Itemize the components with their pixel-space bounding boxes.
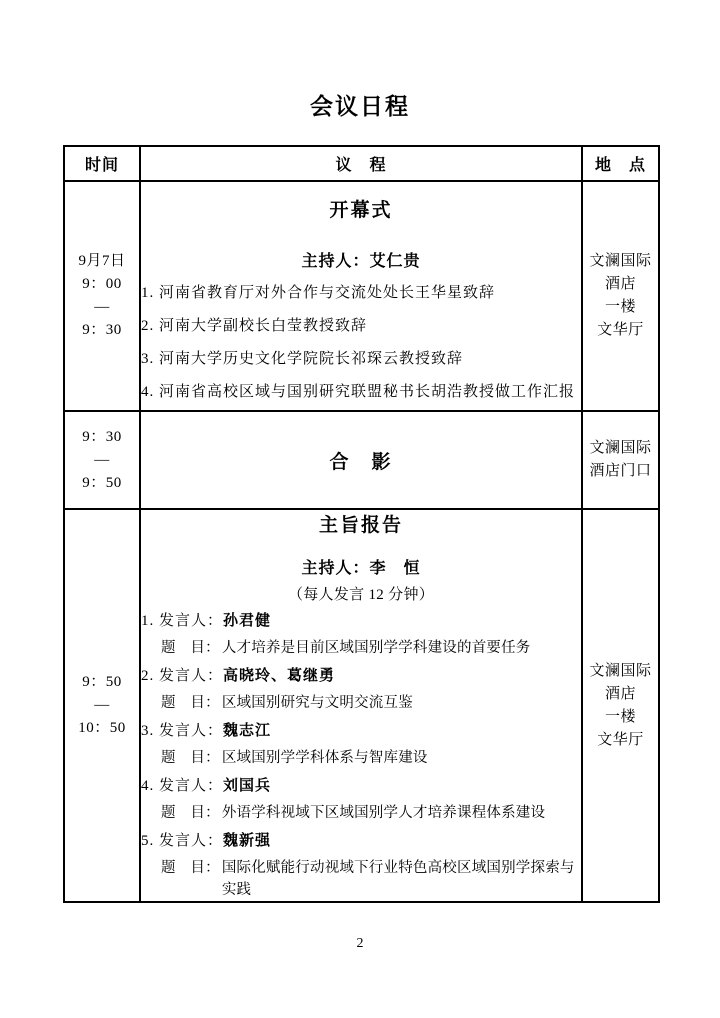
speaker-line bbox=[141, 830, 581, 852]
topic-line bbox=[161, 637, 581, 659]
col-header-location: 地 点 bbox=[582, 146, 659, 181]
topic-label: 题 目： bbox=[161, 750, 220, 766]
schedule-table bbox=[63, 145, 660, 903]
location-line: 文澜国际 bbox=[589, 253, 652, 269]
topic-line bbox=[161, 747, 581, 769]
speaker-label: 3. 发言人： bbox=[141, 723, 224, 739]
page-number: 2 bbox=[356, 936, 364, 951]
table-row-photo bbox=[64, 411, 659, 509]
opening-time-start: 9：00 bbox=[82, 276, 122, 292]
topic-label: 题 目： bbox=[161, 860, 220, 876]
opening-item: 3. 河南大学历史文化学院院长祁琛云教授致辞 bbox=[141, 351, 464, 367]
speaker-label: 4. 发言人： bbox=[141, 778, 224, 794]
keynote-note: （每人发言 12 分钟） bbox=[287, 587, 435, 603]
speaker-label: 1. 发言人： bbox=[141, 613, 224, 629]
location-line: 一楼 bbox=[604, 708, 636, 725]
topic-line bbox=[161, 802, 581, 824]
location-line: 文澜国际 bbox=[589, 662, 652, 679]
speaker-line bbox=[141, 610, 581, 632]
topic-text: 外语学科视域下区域国别学人才培养课程体系建设 bbox=[221, 805, 546, 821]
speaker-line bbox=[141, 775, 581, 797]
speaker-label: 5. 发言人： bbox=[141, 833, 224, 849]
opening-time-end: 9：30 bbox=[82, 322, 122, 338]
keynote-time-end: 10：50 bbox=[78, 720, 126, 736]
time-range-dash: — bbox=[94, 299, 110, 315]
location-line: 酒店 bbox=[604, 685, 636, 702]
opening-session-title: 开幕式 bbox=[329, 200, 393, 221]
speaker-line bbox=[141, 720, 581, 742]
photo-time-start: 9：30 bbox=[82, 428, 122, 445]
keynote-time-cell bbox=[64, 509, 140, 902]
location-line: 文华厅 bbox=[597, 322, 644, 338]
opening-location-cell bbox=[582, 181, 659, 411]
col-header-agenda: 议 程 bbox=[140, 146, 582, 181]
location-line: 文华厅 bbox=[597, 731, 644, 748]
col-header-time: 时间 bbox=[64, 146, 140, 181]
opening-agenda-cell bbox=[140, 181, 582, 411]
opening-item: 2. 河南大学副校长白莹教授致辞 bbox=[141, 318, 368, 334]
topic-label: 题 目： bbox=[161, 805, 220, 821]
keynote-time-start: 9：50 bbox=[82, 674, 122, 690]
topic-text: 国际化赋能行动视域下行业特色高校区域国别学探索与实践 bbox=[221, 860, 575, 898]
opening-item: 1. 河南省教育厅对外合作与交流处处长王华星致辞 bbox=[141, 285, 496, 301]
keynote-host-line: 主持人：李 恒 bbox=[301, 560, 421, 577]
speaker-name: 魏新强 bbox=[223, 832, 272, 849]
topic-text: 人才培养是目前区域国别学学科建设的首要任务 bbox=[221, 640, 531, 656]
speaker-name: 孙君健 bbox=[223, 612, 272, 629]
speaker-name: 魏志江 bbox=[223, 722, 272, 739]
speaker-name: 高晓玲、葛继勇 bbox=[223, 667, 336, 684]
location-line: 一楼 bbox=[604, 299, 636, 315]
location-line: 酒店门口 bbox=[589, 463, 652, 479]
opening-item: 4. 河南省高校区域与国别研究联盟秘书长胡浩教授做工作汇报 bbox=[141, 384, 576, 400]
keynote-session-title: 主旨报告 bbox=[318, 515, 403, 536]
topic-line bbox=[161, 857, 581, 901]
topic-label: 题 目： bbox=[161, 640, 220, 656]
speaker-line bbox=[141, 665, 581, 687]
opening-host-line: 主持人：艾仁贵 bbox=[301, 253, 421, 270]
speaker-label: 2. 发言人： bbox=[141, 668, 224, 684]
topic-text: 区域国别学学科体系与智库建设 bbox=[221, 750, 428, 766]
photo-time-cell bbox=[64, 411, 140, 509]
table-row-opening bbox=[64, 181, 659, 411]
opening-time-date: 9月7日 bbox=[78, 253, 126, 269]
table-header-row bbox=[64, 146, 659, 181]
topic-line bbox=[161, 692, 581, 714]
keynote-location-cell bbox=[582, 509, 659, 902]
topic-label: 题 目： bbox=[161, 695, 220, 711]
opening-time-cell bbox=[64, 181, 140, 411]
table-row-keynote bbox=[64, 509, 659, 902]
time-range-dash: — bbox=[94, 697, 110, 713]
page-title: 会议日程 bbox=[310, 93, 410, 119]
photo-session-title: 合 影 bbox=[329, 451, 393, 473]
time-range-dash: — bbox=[94, 451, 110, 468]
topic-text: 区域国别研究与文明交流互鉴 bbox=[221, 695, 413, 711]
keynote-agenda-cell bbox=[140, 509, 582, 902]
location-line: 酒店 bbox=[604, 276, 636, 292]
photo-location-cell bbox=[582, 411, 659, 509]
location-line: 文澜国际 bbox=[589, 440, 652, 456]
speaker-name: 刘国兵 bbox=[223, 777, 272, 794]
photo-time-end: 9：50 bbox=[82, 474, 122, 491]
photo-agenda-cell bbox=[140, 411, 582, 509]
